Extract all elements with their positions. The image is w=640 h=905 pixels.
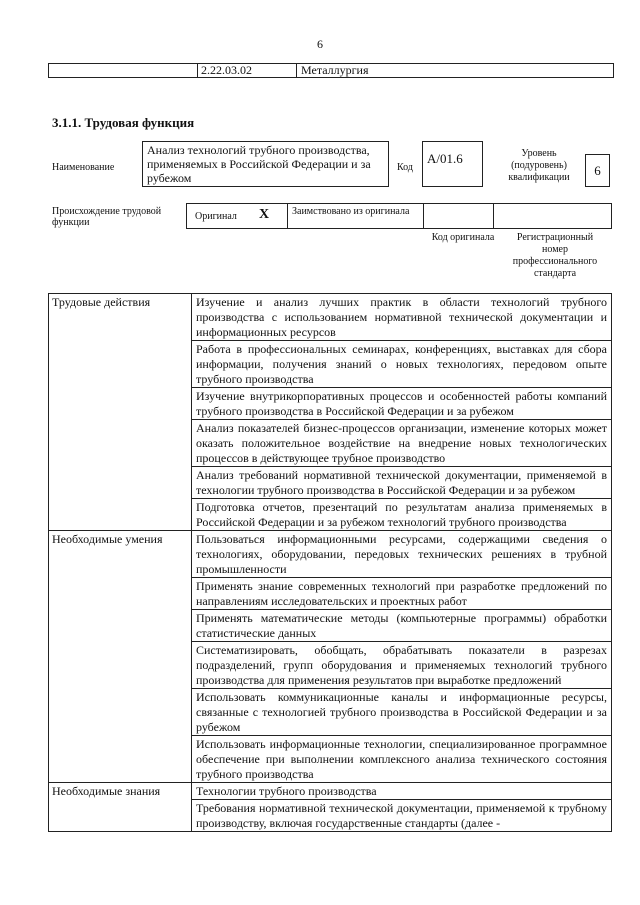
name-value: Анализ технологий трубного производства, применяемых в Российской Федерации и за рубежом [142,141,389,187]
origin-original-cell [187,204,288,228]
item-cell: Анализ требований нормативной технической документации, применяемой в технологии трубного производства в Российской Федерации и за рубежом [192,467,612,499]
item-cell: Технологии трубного производства [192,783,612,800]
item-cell: Пользоваться информационными ресурсами, содержащими сведения о технологиях, оборудовании, передовых технических решениях в трубной промышленности [192,531,612,578]
item-cell: Использовать информационные технологии, специализированное программное обеспечение при выполнении комплексного анализа технического состояния трубного производства [192,736,612,783]
category-cell: Необходимые умения [49,531,192,783]
origin-label: Происхождение трудовой функции [52,206,162,228]
origin-box [186,203,612,229]
origin-borrowed-label: Заимствовано из оригинала [288,204,424,228]
item-cell: Использовать коммуникационные каналы и информационные ресурсы, связанные с технологией трубного производства в Российской Федерации и за рубежом [192,689,612,736]
category-cell: Трудовые действия [49,294,192,531]
qualification-level-value: 6 [585,154,610,187]
labor-function-table [48,293,612,832]
table-row [49,531,612,578]
category-cell: Необходимые знания [49,783,192,832]
table-row [49,783,612,800]
name-label: Наименование [52,162,115,173]
item-cell: Требования нормативной технической документации, применяемой к трубному производству, включая государственные стандарты (далее - [192,800,612,832]
item-cell: Систематизировать, обобщать, обрабатывать показатели в разрезах подразделений, групп оборудования и применяемых технологий трубного производства для применения результатов при выработке предложений [192,642,612,689]
code-row-empty-cell [49,64,198,77]
code-value: A/01.6 [422,141,483,187]
code-row [48,63,614,78]
item-cell: Изучение внутрикорпоративных процессов и особенностей работы компаний трубного производства в Российской Федерации и за рубежом [192,388,612,420]
item-cell: Подготовка отчетов, презентаций по результатам анализа применяемых в Российской Федерации и за рубежом технологий трубного производства [192,499,612,531]
code-row-code: 2.22.03.02 [198,63,297,77]
registration-number-label: Регистрационный номер профессионального стандарта [512,232,598,279]
original-code-label: Код оригинала [431,232,495,243]
page-number: 6 [317,37,323,51]
origin-original-label: Оригинал [195,211,237,222]
origin-code-cell [425,204,494,228]
item-cell: Анализ показателей бизнес-процессов организации, изменение которых может оказать положительное воздействие на внедрение новых технологических процессов в действующее трубное производство [192,420,612,467]
code-label: Код [397,162,413,173]
code-row-name: Металлургия [301,63,369,77]
item-cell: Работа в профессиональных семинарах, конференциях, выставках для сбора информации, получения знаний о новых технологиях, передовом опыте трубного производства [192,341,612,388]
origin-original-mark: X [259,207,270,222]
item-cell: Применять знание современных технологий при разработке предложений по направлениям исследовательских и проектных работ [192,578,612,610]
table-row [49,294,612,341]
item-cell: Применять математические методы (компьютерные программы) обработки статистические данных [192,610,612,642]
section-title: 3.1.1. Трудовая функция [52,115,195,130]
item-cell: Изучение и анализ лучших практик в области технологий трубного производства с использованием нормативной технической документации и информационных ресурсов [192,294,612,341]
qualification-level-label: Уровень (подуровень) квалификации [508,148,570,183]
